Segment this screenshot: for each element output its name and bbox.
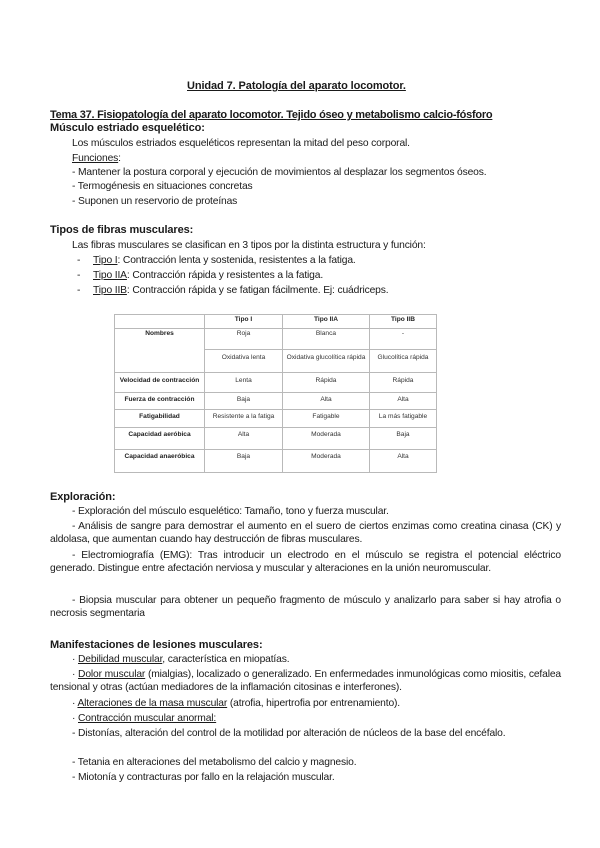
section-heading-fibers: Tipos de fibras musculares:	[50, 224, 194, 236]
exploration-item: - Biopsia muscular para obtener un pequeño fragmento de músculo y analizarlo para saber si hay atrofia o necrosis segmentaria	[50, 595, 561, 619]
dash: -	[77, 255, 81, 266]
table-row-label: Fatigabilidad	[115, 410, 205, 428]
bullet-icon: ·	[72, 654, 76, 665]
table-row	[115, 410, 437, 428]
fiber-type-text: : Contracción lenta y sostenida, resistentes a la fatiga.	[117, 255, 356, 266]
table-cell: Roja	[205, 329, 283, 350]
manifestation-sub-item: - Distonías, alteración del control de la motilidad por alteración de núcleos de la base del encéfalo.	[72, 728, 506, 739]
table-cell: Oxidativa glucolítica rápida	[283, 350, 370, 373]
fibers-intro: Las fibras musculares se clasifican en 3 tipos por la distinta estructura y función:	[72, 240, 426, 251]
bullet-icon: ·	[72, 713, 76, 724]
table-cell: Baja	[205, 393, 283, 410]
table-cell: -	[370, 329, 437, 350]
table-header-cell: Tipo IIB	[370, 315, 437, 329]
table-header-cell	[115, 315, 205, 329]
functions-colon: :	[118, 153, 121, 164]
function-item: - Termogénesis en situaciones concretas	[72, 181, 253, 192]
fiber-type-text: : Contracción rápida y se fatigan fácilmente. Ej: cuádriceps.	[126, 285, 389, 296]
muscle-intro: Los músculos estriados esqueléticos representan la mitad del peso corporal.	[72, 138, 410, 149]
functions-label	[72, 152, 121, 165]
section-heading-muscle: Músculo estriado esquelético:	[50, 122, 205, 134]
manifestation-label: Dolor muscular	[78, 669, 146, 680]
table-header-cell: Tipo I	[205, 315, 283, 329]
table-cell: La más fatigable	[370, 410, 437, 428]
function-item: - Mantener la postura corporal y ejecución de movimientos al desplazar los segmentos óseos.	[72, 167, 487, 178]
bullet-icon: ·	[72, 698, 76, 709]
table-cell: Glucolítica rápida	[370, 350, 437, 373]
manifestation-text: , característica en miopatías.	[162, 654, 290, 665]
manifestation-item	[50, 668, 561, 694]
manifestation-text: (mialgias), localizado o generalizado. En enfermedades inmunológicas como miositis, cefalea tensional y otras (actúan mediadores de la inflamación citosinas e interferones).	[50, 669, 561, 693]
topic-title: Tema 37. Fisiopatología del aparato locomotor. Tejido óseo y metabolismo calcio-fósforo	[50, 109, 493, 121]
manifestation-label: Contracción muscular anormal:	[78, 713, 217, 724]
fiber-type-label: Tipo IIB	[93, 285, 127, 296]
fiber-types-table	[114, 314, 437, 473]
table-row-label: Capacidad aeróbica	[115, 428, 205, 450]
fiber-type-text: : Contracción rápida y resistentes a la fatiga.	[126, 270, 324, 281]
exploration-item: - Exploración del músculo esquelético: Tamaño, tono y fuerza muscular.	[72, 506, 389, 517]
table-cell: Lenta	[205, 373, 283, 393]
fiber-type-item	[77, 284, 389, 297]
table-cell: Fatigable	[283, 410, 370, 428]
table-header-cell: Tipo IIA	[283, 315, 370, 329]
unit-title: Unidad 7. Patología del aparato locomotor.	[187, 80, 406, 92]
table-cell: Rápida	[370, 373, 437, 393]
fiber-type-label: Tipo IIA	[93, 270, 127, 281]
dash: -	[77, 285, 81, 296]
manifestation-item	[72, 712, 216, 725]
exploration-item: - Análisis de sangre para demostrar el aumento en el suero de ciertos enzimas como creatina cinasa (CK) y aldolasa, que aumentan cuando hay destrucción de fibras musculares.	[50, 521, 561, 545]
table-row	[115, 428, 437, 450]
manifestation-item	[72, 653, 289, 666]
manifestation-item	[72, 697, 400, 710]
table-cell: Oxidativa lenta	[205, 350, 283, 373]
fiber-type-item	[77, 254, 356, 267]
manifestation-text: (atrofia, hipertrofia por entrenamiento).	[227, 698, 401, 709]
table-cell: Blanca	[283, 329, 370, 350]
table-row	[115, 450, 437, 473]
table-cell: Alta	[370, 393, 437, 410]
fiber-type-item	[77, 269, 324, 282]
table-cell: Alta	[283, 393, 370, 410]
table-row	[115, 393, 437, 410]
table-row-label: Velocidad de contracción	[115, 373, 205, 393]
table-cell: Moderada	[283, 450, 370, 473]
manifestation-sub-item: - Tetania en alteraciones del metabolismo del calcio y magnesio.	[72, 757, 357, 768]
table-cell: Baja	[205, 450, 283, 473]
bullet-icon: ·	[72, 669, 76, 680]
table-row	[115, 329, 437, 350]
table-cell: Moderada	[283, 428, 370, 450]
dash: -	[77, 270, 81, 281]
table-row-label: Fuerza de contracción	[115, 393, 205, 410]
table-header-row	[115, 315, 437, 329]
functions-label-text: Funciones	[72, 153, 119, 164]
manifestation-sub-item: - Miotonía y contracturas por fallo en la relajación muscular.	[72, 772, 335, 783]
section-heading-exploration: Exploración:	[50, 491, 116, 503]
table-row	[115, 373, 437, 393]
table-row-label: Nombres	[115, 329, 205, 373]
manifestation-label: Alteraciones de la masa muscular	[77, 698, 228, 709]
table-cell: Baja	[370, 428, 437, 450]
table-cell: Resistente a la fatiga	[205, 410, 283, 428]
table-cell: Alta	[205, 428, 283, 450]
table-cell: Alta	[370, 450, 437, 473]
table-cell: Rápida	[283, 373, 370, 393]
manifestation-label: Debilidad muscular	[78, 654, 163, 665]
fiber-type-label: Tipo I	[93, 255, 118, 266]
exploration-item: - Electromiografía (EMG): Tras introducir un electrodo en el músculo se registra el potencial eléctrico generado. Distingue entre afectación nerviosa y muscular y alteraciones en la unión neuromuscular.	[50, 550, 561, 574]
table-row-label: Capacidad anaeróbica	[115, 450, 205, 473]
function-item: - Suponen un reservorio de proteínas	[72, 196, 238, 207]
section-heading-manifestations: Manifestaciones de lesiones musculares:	[50, 639, 263, 651]
